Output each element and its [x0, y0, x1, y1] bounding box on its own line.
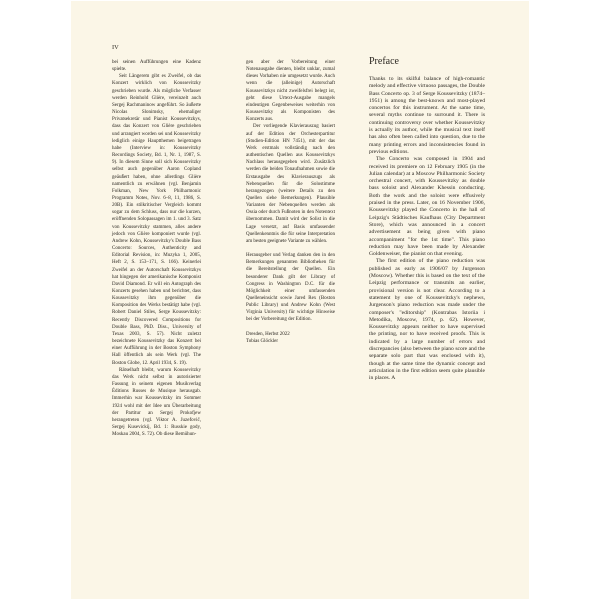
author-signature: Tobias Glöckler: [246, 338, 279, 344]
paragraph: Herausgeber und Verlag danken den in den Bemerkungen genannten Bibliotheken für die Bereitstellung der Quellen. Ein besonderer Dank gilt der Library of Congress in Washington D.C. für die Möglichkeit einer umfassenden Quelleneinsicht sowie Jared Rex (Boston Public Library) und Andrew Kohn (West Virginia University) für wichtige Hinweise bei der Vorbereitung der Edition.: [246, 253, 335, 323]
german-column-right: [246, 59, 335, 564]
preface-heading: Preface: [369, 56, 399, 67]
english-column: [369, 76, 485, 586]
german-column-left: [112, 59, 201, 564]
paragraph: gen aber der Vorbereitung einer Notenausgabe dienten, bleibt unklar, zumal dieses Vorhaben nie umgesetzt wurde. Auch wenn die (alleinige) Autorschaft Koussevitzkys nicht zweifelsfrei belegt ist, geht diese Urtext-Ausgabe mangels eindeutigen Gegenbeweises weiterhin von Koussevitzky als Komponisten des Konzerts aus.: [246, 60, 335, 123]
paragraph: Der vorliegende Klavierauszug basiert auf der Edition der Orchesterpartitur (Studien-Edition HN 7451), mit der das Werk erstmals vollständig nach den authentischen Quellen aus Koussevitzkys Nachlass herausgegeben wird. Zusätzlich werden die beiden Tonaufnahmen sowie die Erstausgabe des Klavierauszugs als Nebenquellen für die Solostimme herangezogen (weitere Details zu den Quellen siehe Bemerkungen). Plausible Varianten der Nebenquellen werden als Ossia oder durch Fußnoten in den Notentext übernommen. Damit wird der Solist in die Lage versetzt, auf Basis umfassender Quellenkenntnis die für seine Interpretation am besten geeignete Variante zu wählen.: [246, 124, 335, 244]
page-number: IV: [112, 44, 119, 51]
paragraph: Rätselhaft bleibt, warum Koussevitzky das Werk nicht selbst in autorisierter Fassung in seinem eigenen Musikverlag Éditions Russes de Musique herausgab. Immerhin war Koussevitzky im Sommer 1924 wohl mit der Idee um Überarbeitung der Partitur an Sergej Prokofjew herangetreten (vgl. Viktor A. Juzefovič, Sergej Kusevickij, Bd. 1: Russkie gody, Moskau 2004, S. 72). Ob diese Bemühun-: [112, 367, 201, 438]
paragraph: Thanks to its skilful balance of high-romantic melody and effective virtuoso passages, the Double Bass Concerto op. 3 of Serge Koussevitzky (1874–1951) is among the best-known and most-played concertos for this instrument. At the same time, several myths continue to surround it. There is continuing controversy over whether Koussevitzky is actually its author, while the musical text itself has also often been called into question, due to the many printing errors and inconsistencies found in previous editions.: [369, 76, 485, 155]
paragraph: The first edition of the piano reduction was published as early as 1906/07 by Jurgenson (Moscow). Whether this is based on the text of the Leipzig performance or transmits an earlier, provisional version is not clear. According to a statement by one of Koussevitzky's nephews, Jurgenson's piano reduction was made under the composer's "editorship" (Kontrabas Istoriia i Metodika, Moscow, 1974, p. 62). However, Koussevitzky appears neither to have supervised the printing, nor to have received proofs. This is indicated by a large number of errors and discrepancies (also between the piano score and the separate solo part that was enclosed with it), though at the same time the dynamic concept and articulation in the first edition seem quite plausible in places. A: [369, 258, 485, 382]
paragraph: bei seinen Aufführungen eine Kadenz spielte.: [112, 60, 201, 73]
paragraph: The Concerto was composed in 1904 and received its premiere on 12 February 1905 (in the Julian calendar) at a Moscow Philharmonic Society orchestral concert, with Koussevitzky as double bass soloist and Alexander Khessin conducting. Both the work and the soloist were effusively praised in the press. Later, on 16 November 1906, Koussevitzky played the Concerto in the hall of Leipzig's Städtisches Kaufhaus (City Department Store), which was announced in a concert advertisement as being given with piano accompaniment "for the 1st time". This piano reduction may have been made by Alexander Goldenweiser, the pianist on that evening.: [369, 156, 485, 258]
document-page: [71, 1, 529, 599]
place-date: Dresden, Herbst 2022: [246, 331, 290, 337]
paragraph: Seit Längerem gibt es Zweifel, ob das Konzert wirklich von Koussevitzky geschrieben wurde. Als mögliche Verfasser werden Reinhold Glière, vereinzelt auch Sergej Rachmaninow angeführt. So äußerte Nicolas Slonimsky, ehemaliger Privatsekretär und Pianist Koussevitzkys, dass das Konzert von Glière geschrieben und arrangiert worden sei und Koussevitzky lediglich einige Hauptthemen beigetragen habe (Interview in: Koussevitzky Recordings Society, Bd. 1, Nr. 1, 1987, S. 9). In diesem Sinne soll sich Koussevitzky selbst auch gegenüber Aaron Copland geäußert haben, ohne allerdings Glière namentlich zu erwähnen (vgl. Benjamin Folkman, New York Philharmonic Programm Notes, Nov. 6–8, 11, 1986, S. 20B). Ein stilkritischer Vergleich kommt sogar zu dem Schluss, dass nur die kurzen, eröffnenden Solopassagen im 1. und 3. Satz von Koussevitzky stammen, alles andere jedoch von Glière komponiert wurde (vgl. Andrew Kohn, Koussevitzky's Double Bass Concerto: Sources, Authenticity and Editorial Revision, in: Muzyka 1, 2005, Heft 2, S. 153–171, S. 166). Keinerlei Zweifel an der Autorschaft Koussevitzkys hat hingegen der amerikanische Komponist David Diamond. Er will ein Autograph des Konzerts gesehen haben und berichtet, dass Koussevitzky ihm gegenüber die Komposition des Werks bestätigt habe (vgl. Robert Daniel Stiles, Serge Koussevitzky: Recently Discovered Compositions for Double Bass, PhD. Diss., University of Texas 2003, S. 57). Nicht zuletzt bezeichnete Koussevitzky das Konzert bei einer Aufführung in der Boston Symphony Hall öffentlich als sein Werk (vgl. The Boston Globe, 12. April 1934, S. 19).: [112, 74, 201, 366]
